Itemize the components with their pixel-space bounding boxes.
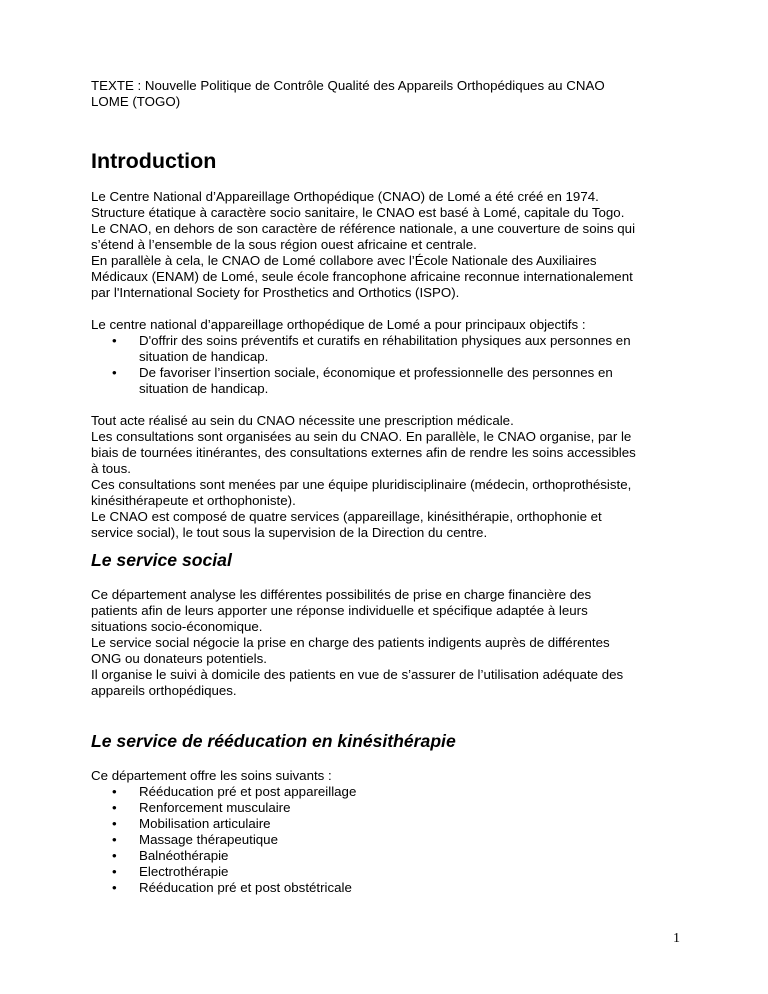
list-item-text: situation de handicap. — [139, 349, 269, 364]
bullet-icon: • — [112, 333, 117, 348]
text-line: Tout acte réalisé au sein du CNAO nécessite une prescription médicale. — [91, 413, 514, 428]
list-item-text: Mobilisation articulaire — [139, 816, 271, 831]
document-title — [91, 78, 691, 110]
list-item — [91, 800, 691, 816]
page-number: 1 — [673, 931, 680, 946]
bullet-icon: • — [112, 784, 117, 799]
text-line: Le service social négocie la prise en charge des patients indigents auprès de différentes — [91, 635, 610, 650]
list-item-text: Balnéothérapie — [139, 848, 229, 863]
bullet-icon: • — [112, 800, 117, 815]
bullet-icon: • — [112, 816, 117, 831]
text-line: kinésithérapeute et orthophoniste). — [91, 493, 296, 508]
introduction-paragraph — [91, 189, 691, 301]
text-line: Il organise le suivi à domicile des patients en vue de s’assurer de l’utilisation adéquate des — [91, 667, 624, 682]
bullet-icon: • — [112, 832, 117, 847]
text-line: par l'International Society for Prosthetics and Orthotics (ISPO). — [91, 285, 460, 300]
list-item — [91, 333, 691, 365]
bullet-icon: • — [112, 848, 117, 863]
introduction-heading: Introduction — [91, 149, 217, 173]
text-line: à tous. — [91, 461, 131, 476]
list-item — [91, 848, 691, 864]
list-item-text: Renforcement musculaire — [139, 800, 291, 815]
service-social-paragraph — [91, 587, 691, 699]
list-item — [91, 816, 691, 832]
list-item-text: D'offrir des soins préventifs et curatifs en réhabilitation physiques aux personnes en — [139, 333, 631, 348]
text-line: Le CNAO, en dehors de son caractère de référence nationale, a une couverture de soins qui — [91, 221, 636, 236]
text-line: En parallèle à cela, le CNAO de Lomé collabore avec l’École Nationale des Auxiliaires — [91, 253, 597, 268]
document-body — [91, 78, 691, 896]
text-line: biais de tournées itinérantes, des consultations externes afin de rendre les soins accessibles — [91, 445, 636, 460]
text-line: Les consultations sont organisées au sein du CNAO. En parallèle, le CNAO organise, par le — [91, 429, 632, 444]
kine-care-list — [91, 784, 691, 896]
text-line: service social), le tout sous la supervision de la Direction du centre. — [91, 525, 488, 540]
list-item — [91, 365, 691, 397]
bullet-icon: • — [112, 880, 117, 895]
kine-intro: Ce département offre les soins suivants : — [91, 768, 332, 783]
consultations-paragraph — [91, 413, 691, 541]
text-line: ONG ou donateurs potentiels. — [91, 651, 267, 666]
text-line: Ces consultations sont menées par une équipe pluridisciplinaire (médecin, orthoprothésiste, — [91, 477, 632, 492]
text-line: Le CNAO est composé de quatre services (appareillage, kinésithérapie, orthophonie et — [91, 509, 602, 524]
text-line: Ce département analyse les différentes possibilités de prise en charge financière des — [91, 587, 592, 602]
list-item-text: Rééducation pré et post appareillage — [139, 784, 357, 799]
spacer — [91, 397, 691, 413]
list-item-text: De favoriser l’insertion sociale, économique et professionnelle des personnes en — [139, 365, 613, 380]
list-item — [91, 880, 691, 896]
list-item — [91, 784, 691, 800]
list-item-text: Rééducation pré et post obstétricale — [139, 880, 352, 895]
service-social-heading: Le service social — [91, 550, 232, 570]
text-line: Le Centre National d’Appareillage Orthopédique (CNAO) de Lomé a été créé en 1974. — [91, 189, 599, 204]
text-line: situations socio-économique. — [91, 619, 263, 634]
text-line: s’étend à l’ensemble de la sous région ouest africaine et centrale. — [91, 237, 477, 252]
text-line: Structure étatique à caractère socio sanitaire, le CNAO est basé à Lomé, capitale du Togo. — [91, 205, 625, 220]
list-item-text: Massage thérapeutique — [139, 832, 278, 847]
document-title-line: TEXTE : Nouvelle Politique de Contrôle Qualité des Appareils Orthopédiques au CNAO — [91, 78, 605, 93]
list-item — [91, 864, 691, 880]
objectives-intro: Le centre national d’appareillage orthopédique de Lomé a pour principaux objectifs : — [91, 317, 586, 332]
text-line: Médicaux (ENAM) de Lomé, seule école francophone africaine reconnue internationalement — [91, 269, 633, 284]
list-item-text: Electrothérapie — [139, 864, 229, 879]
list-item — [91, 832, 691, 848]
bullet-icon: • — [112, 864, 117, 879]
bullet-icon: • — [112, 365, 117, 380]
spacer — [91, 301, 691, 317]
list-item-text: situation de handicap. — [139, 381, 269, 396]
text-line: patients afin de leurs apporter une réponse individuelle et spécifique adaptée à leurs — [91, 603, 588, 618]
objectives-list — [91, 333, 691, 397]
text-line: appareils orthopédiques. — [91, 683, 237, 698]
service-kine-heading: Le service de rééducation en kinésithérapie — [91, 731, 456, 751]
document-title-line: LOME (TOGO) — [91, 94, 181, 109]
